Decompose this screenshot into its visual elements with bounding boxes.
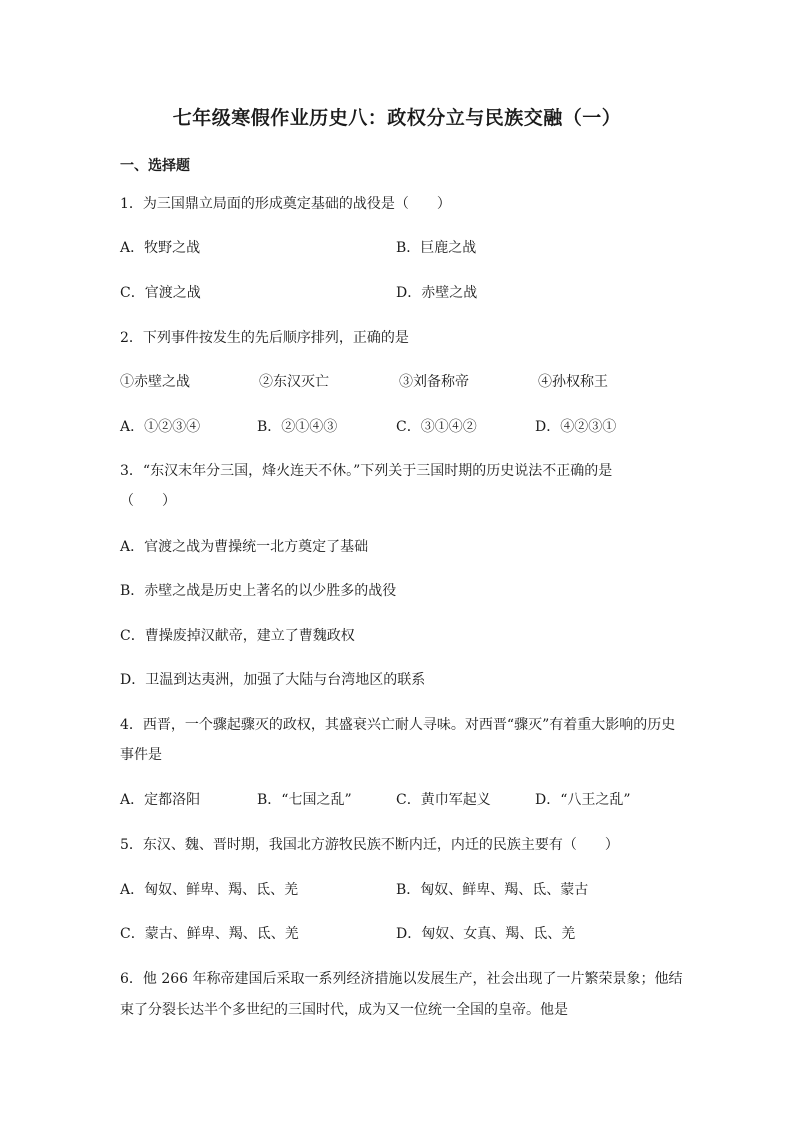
q1-option-b: B．巨鹿之战 bbox=[396, 240, 477, 256]
q6-stem-line2: 束了分裂长达半个多世纪的三国时代，成为又一位统一全国的皇帝。他是 bbox=[120, 1002, 568, 1018]
q5-option-b: B．匈奴、鲜卑、羯、氐、蒙古 bbox=[396, 882, 589, 898]
q1-option-c: C．官渡之战 bbox=[120, 285, 201, 301]
q4-stem-line2: 事件是 bbox=[120, 747, 162, 763]
q2-option-d: D．④②③① bbox=[535, 419, 617, 435]
q5-stem: 5．东汉、魏、晋时期，我国北方游牧民族不断内迁，内迁的民族主要有（ ） bbox=[120, 837, 619, 853]
q3-option-b: B．赤壁之战是历史上著名的以少胜多的战役 bbox=[120, 583, 397, 599]
q1-option-a: A．牧野之战 bbox=[120, 240, 201, 256]
q5-option-d: D．匈奴、女真、羯、氐、羌 bbox=[396, 926, 576, 942]
q2-stem: 2．下列事件按发生的先后顺序排列，正确的是 bbox=[120, 330, 409, 346]
q4-option-d: D．“八王之乱” bbox=[535, 792, 631, 808]
q5-option-a: A．匈奴、鲜卑、羯、氐、羌 bbox=[120, 882, 299, 898]
q3-option-d: D．卫温到达夷洲，加强了大陆与台湾地区的联系 bbox=[120, 672, 426, 688]
q2-event-2: ②东汉灭亡 bbox=[259, 374, 329, 390]
q2-event-3: ③刘备称帝 bbox=[399, 374, 469, 390]
q4-option-c: C．黄巾军起义 bbox=[396, 792, 491, 808]
q2-option-a: A．①②③④ bbox=[120, 419, 201, 435]
q1-stem: 1．为三国鼎立局面的形成奠定基础的战役是（ ） bbox=[120, 196, 451, 212]
q6-stem-line1: 6．他 266 年称帝建国后采取一系列经济措施以发展生产，社会出现了一片繁荣景象；他结 bbox=[120, 971, 683, 987]
q3-option-a: A．官渡之战为曹操统一北方奠定了基础 bbox=[120, 539, 369, 555]
q4-stem-line1: 4．西晋，一个骤起骤灭的政权，其盛衰兴亡耐人寻味。对西晋“骤灭”有着重大影响的历史 bbox=[120, 717, 676, 733]
q3-answer-paren: （ ） bbox=[120, 493, 176, 509]
q2-option-c: C．③①④② bbox=[396, 419, 477, 435]
q2-event-4: ④孙权称王 bbox=[538, 374, 608, 390]
q2-event-1: ①赤壁之战 bbox=[120, 374, 190, 390]
q3-option-c: C．曹操废掉汉献帝，建立了曹魏政权 bbox=[120, 628, 355, 644]
q3-stem: 3．“东汉末年分三国，烽火连天不休。”下列关于三国时期的历史说法不正确的是 bbox=[120, 463, 613, 479]
q2-option-b: B．②①④③ bbox=[257, 419, 338, 435]
q1-option-d: D．赤壁之战 bbox=[396, 285, 478, 301]
q4-option-b: B．“七国之乱” bbox=[257, 792, 352, 808]
q5-option-c: C．蒙古、鲜卑、羯、氐、羌 bbox=[120, 926, 299, 942]
q4-option-a: A．定都洛阳 bbox=[120, 792, 201, 808]
section-heading: 一、选择题 bbox=[120, 158, 190, 174]
page-title: 七年级寒假作业历史八：政权分立与民族交融（一） bbox=[172, 107, 622, 129]
